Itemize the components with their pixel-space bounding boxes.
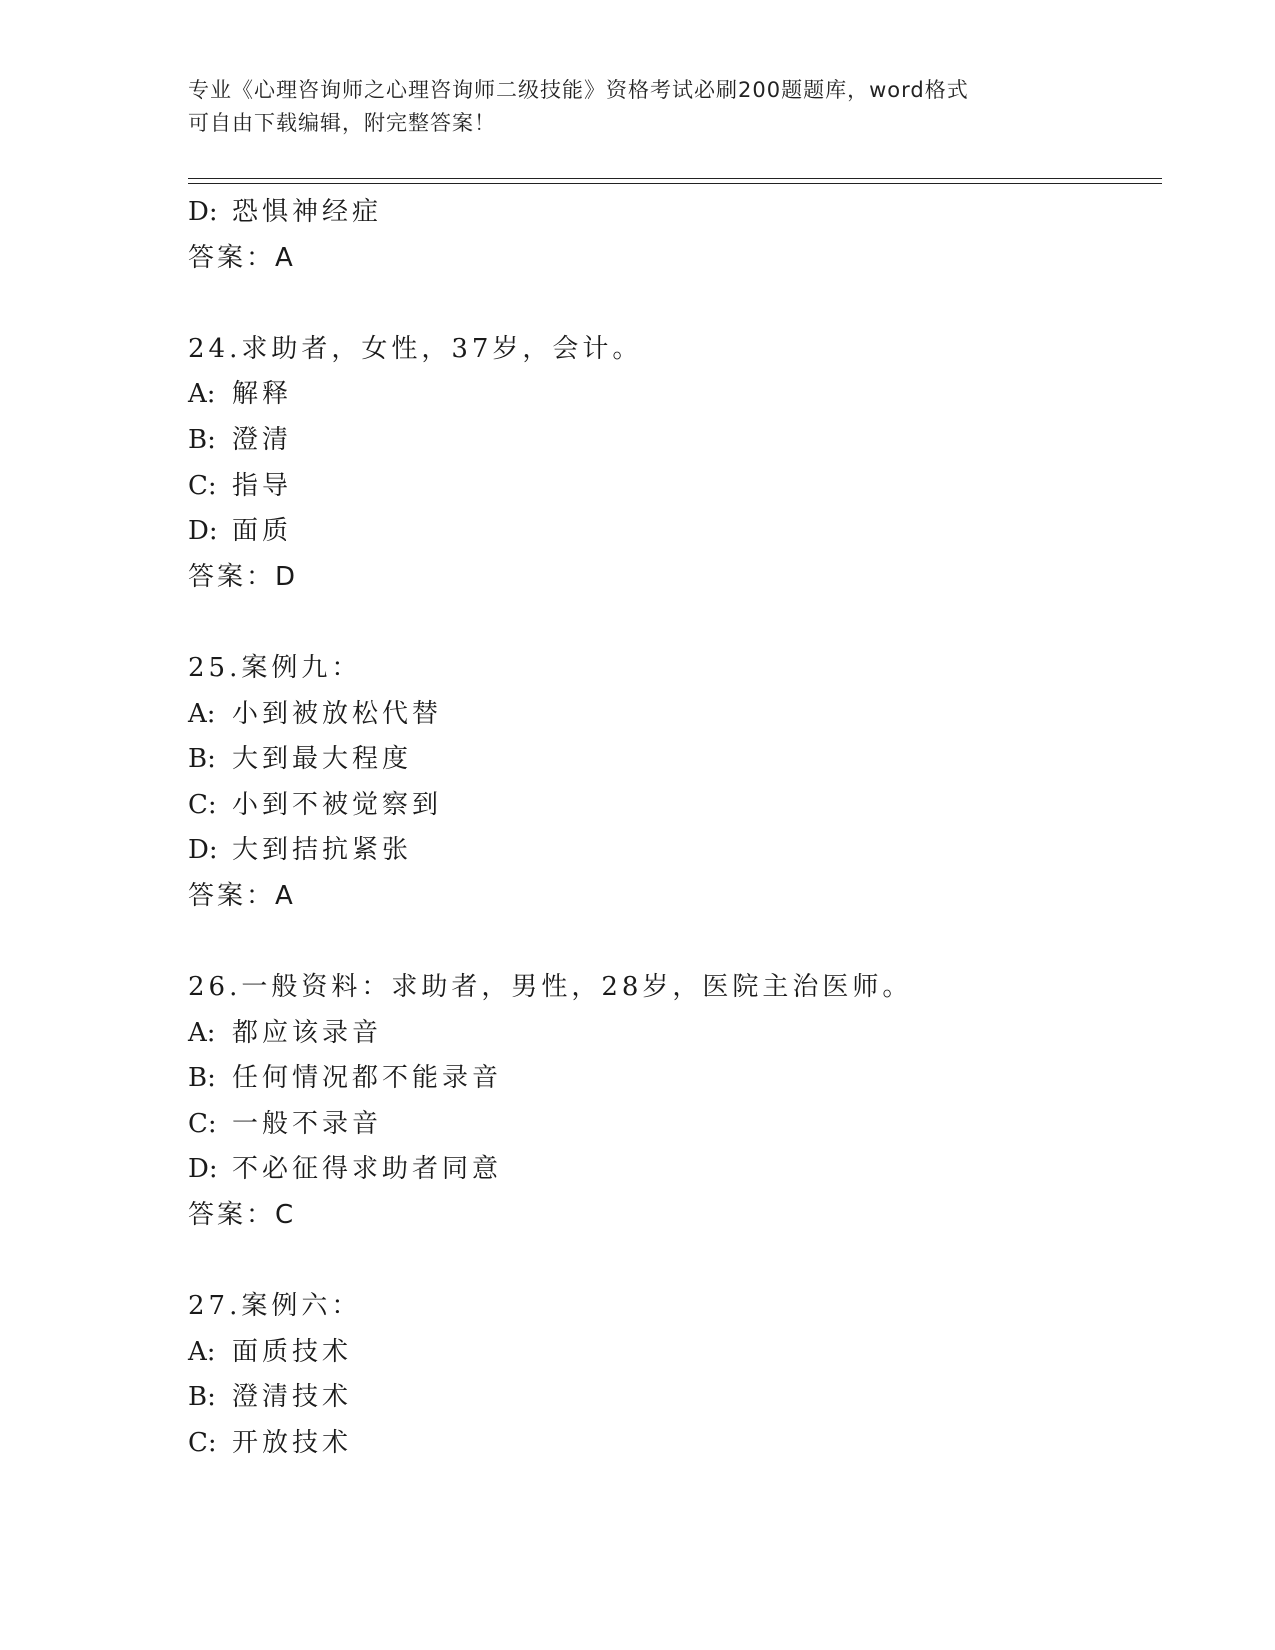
- option-letter: D:: [188, 835, 218, 866]
- option-item: [188, 1330, 1168, 1376]
- answer-line: 答案：A: [188, 242, 296, 273]
- option-item: [188, 1102, 1168, 1148]
- question-stem: 27.案例六：: [188, 1291, 362, 1322]
- option-letter: B:: [188, 1382, 216, 1413]
- option-text: 小到不被觉察到: [232, 789, 443, 820]
- option-text: 开放技术: [232, 1428, 353, 1459]
- option-letter: C:: [188, 789, 217, 820]
- option-item: [188, 509, 1168, 555]
- option-letter: A:: [188, 1017, 216, 1048]
- option-letter: C:: [188, 1428, 217, 1459]
- answer-line: 答案：C: [188, 1200, 297, 1231]
- question-stem: 24.求助者，女性，37岁，会计。: [188, 333, 643, 364]
- header-divider-top: [188, 178, 1162, 179]
- option-item: [188, 783, 1168, 829]
- option-text: 都应该录音: [232, 1017, 383, 1048]
- question-stem: 25.案例九：: [188, 652, 362, 683]
- option-letter: A:: [188, 379, 216, 410]
- spacer: [188, 1239, 1168, 1285]
- option-text: 小到被放松代替: [232, 698, 443, 729]
- answer-line: 答案：A: [188, 880, 296, 911]
- option-text: 解释: [232, 379, 293, 410]
- header-divider-bottom: [188, 183, 1162, 184]
- option-text: 澄清技术: [232, 1382, 353, 1413]
- question-block: [188, 646, 1168, 920]
- spacer: [188, 920, 1168, 966]
- option-item: [188, 1147, 1168, 1193]
- option-text: 大到最大程度: [232, 744, 413, 775]
- option-text: 任何情况都不能录音: [232, 1063, 503, 1094]
- option-text: 面质: [232, 516, 293, 547]
- option-text: 一般不录音: [232, 1108, 383, 1139]
- option-letter: A:: [188, 698, 216, 729]
- document-header: [188, 74, 1088, 140]
- option-letter: B:: [188, 424, 216, 455]
- option-item: [188, 1421, 1168, 1467]
- header-line-1: 专业《心理咨询师之心理咨询师二级技能》资格考试必刷200题题库，word格式: [188, 78, 969, 102]
- option-item: [188, 737, 1168, 783]
- option-letter: A:: [188, 1336, 216, 1367]
- question-block: [188, 327, 1168, 601]
- option-item: [188, 692, 1168, 738]
- option-item: [188, 828, 1168, 874]
- option-letter: B:: [188, 1063, 216, 1094]
- option-letter: C:: [188, 470, 217, 501]
- option-text: 澄清: [232, 424, 293, 455]
- option-letter: D:: [188, 516, 218, 547]
- spacer: [188, 600, 1168, 646]
- answer-line: 答案：D: [188, 561, 299, 592]
- option-text: 面质技术: [232, 1336, 353, 1367]
- option-text: 恐惧神经症: [232, 197, 383, 227]
- question-stem: 26.一般资料：求助者，男性，28岁，医院主治医师。: [188, 972, 913, 1003]
- option-item: [188, 418, 1168, 464]
- question-block: [188, 1284, 1168, 1466]
- option-letter: C:: [188, 1108, 217, 1139]
- question-block: [188, 965, 1168, 1239]
- option-letter: B:: [188, 744, 216, 775]
- option-item: [188, 1011, 1168, 1057]
- option-letter: D:: [188, 197, 218, 227]
- option-text: 不必征得求助者同意: [232, 1154, 503, 1185]
- option-item: [188, 1375, 1168, 1421]
- option-item: [188, 464, 1168, 510]
- option-item: [188, 190, 1168, 236]
- header-line-2: 可自由下载编辑，附完整答案！: [188, 111, 496, 135]
- question-list: [188, 190, 1168, 1467]
- option-item: [188, 1056, 1168, 1102]
- option-letter: D:: [188, 1154, 218, 1185]
- option-item: [188, 372, 1168, 418]
- option-text: 大到拮抗紧张: [232, 835, 413, 866]
- spacer: [188, 281, 1168, 327]
- option-text: 指导: [232, 470, 293, 501]
